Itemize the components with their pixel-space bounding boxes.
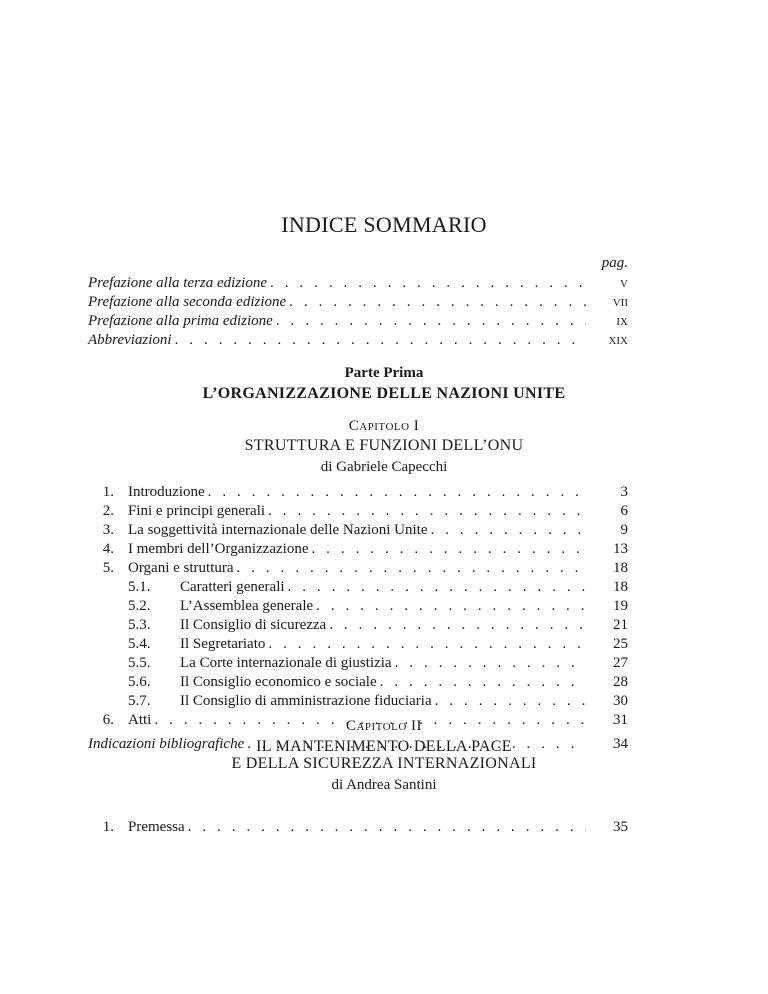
- chapter-author: di Gabriele Capecchi: [320, 459, 448, 475]
- leader-dots: [268, 635, 586, 654]
- chapter-title: STRUTTURA E FUNZIONI DELL’ONU: [244, 437, 524, 454]
- toc-entry[interactable]: [88, 483, 628, 502]
- chapter-label: Capitolo II: [345, 718, 423, 734]
- toc-entry[interactable]: [88, 502, 628, 521]
- entry-label: Il Consiglio di sicurezza: [180, 617, 327, 633]
- toc-entry[interactable]: [88, 312, 628, 331]
- toc-entry[interactable]: [88, 559, 628, 578]
- entry-number: 1.: [102, 819, 114, 835]
- entry-label: Organi e struttura: [128, 560, 234, 576]
- leader-dots: [268, 502, 586, 521]
- entry-number: 2.: [102, 503, 114, 519]
- toc-entry[interactable]: [88, 818, 628, 837]
- toc-subentry[interactable]: [88, 692, 628, 711]
- leader-dots: [208, 483, 586, 502]
- entry-page: v: [620, 275, 628, 291]
- entry-page: 18: [613, 579, 628, 595]
- entry-page: 13: [613, 541, 628, 557]
- part-title: L’ORGANIZZAZIONE DELLE NAZIONI UNITE: [202, 385, 566, 402]
- chapter-label: Capitolo I: [348, 418, 420, 434]
- toc-entry[interactable]: [88, 521, 628, 540]
- toc-entry[interactable]: [88, 274, 628, 293]
- leader-dots: [380, 673, 586, 692]
- entry-page: 9: [620, 522, 628, 538]
- leader-dots: [175, 331, 586, 350]
- entry-page: 3: [620, 484, 628, 500]
- entry-page: 30: [613, 693, 628, 709]
- entry-page: 18: [613, 560, 628, 576]
- entry-page: 28: [613, 674, 628, 690]
- entry-page: vii: [612, 294, 628, 310]
- entry-label: La soggettività internazionale delle Nazioni Unite: [128, 522, 428, 538]
- front-matter-list: [88, 274, 628, 350]
- entry-label: Fini e principi generali: [128, 503, 266, 519]
- leader-dots: [270, 274, 586, 293]
- entry-label: Abbreviazioni: [88, 332, 172, 348]
- entry-label: I membri dell’Organizzazione: [128, 541, 309, 557]
- part-label: Parte Prima: [344, 365, 424, 381]
- entry-page: 6: [620, 503, 628, 519]
- entry-number: 6.: [102, 712, 114, 728]
- entry-number: 1.: [102, 484, 114, 500]
- entry-number: 5.7.: [128, 693, 151, 709]
- toc-subentry[interactable]: [88, 635, 628, 654]
- entry-label: Introduzione: [128, 484, 205, 500]
- leader-dots: [435, 692, 586, 711]
- entry-label: L’Assemblea generale: [180, 598, 314, 614]
- entry-label: Il Consiglio economico e sociale: [180, 674, 377, 690]
- toc-entry[interactable]: [88, 331, 628, 350]
- leader-dots: [237, 559, 586, 578]
- entry-page: xix: [608, 332, 628, 348]
- entry-page: 31: [613, 712, 628, 728]
- entry-number: 5.5.: [128, 655, 151, 671]
- page-title: INDICE SOMMARIO: [281, 212, 487, 237]
- chapter-title-line1: IL MANTENIMENTO DELLA PACE: [256, 738, 512, 755]
- leader-dots: [288, 578, 586, 597]
- leader-dots: [311, 540, 586, 559]
- toc-subentry[interactable]: [88, 673, 628, 692]
- chapter1-entries: [88, 483, 628, 754]
- chapter2-entries: [88, 818, 628, 837]
- entry-number: 5.: [102, 560, 114, 576]
- toc-subentry[interactable]: [88, 616, 628, 635]
- entry-number: 3.: [102, 522, 114, 538]
- entry-label: Atti: [128, 712, 152, 728]
- entry-label: Prefazione alla terza edizione: [88, 275, 268, 291]
- toc-entry[interactable]: [88, 293, 628, 312]
- entry-number: 5.6.: [128, 674, 151, 690]
- entry-label: Il Consiglio di amministrazione fiduciaria: [180, 693, 432, 709]
- toc-subentry[interactable]: [88, 578, 628, 597]
- entry-page: 21: [613, 617, 628, 633]
- leader-dots: [188, 818, 586, 837]
- entry-page: 35: [613, 819, 628, 835]
- entry-label: Il Segretariato: [180, 636, 266, 652]
- leader-dots: [289, 293, 586, 312]
- entry-number: 4.: [102, 541, 114, 557]
- entry-label: La Corte internazionale di giustizia: [180, 655, 392, 671]
- chapter-title-line2: E DELLA SICUREZZA INTERNAZIONALI: [231, 755, 537, 772]
- toc-subentry[interactable]: [88, 597, 628, 616]
- entry-number: 5.4.: [128, 636, 151, 652]
- leader-dots: [430, 521, 586, 540]
- entry-number: 5.2.: [128, 598, 151, 614]
- entry-label: Prefazione alla seconda edizione: [88, 294, 287, 310]
- entry-label: Caratteri generali: [180, 579, 285, 595]
- toc-entry[interactable]: [88, 540, 628, 559]
- entry-page: 19: [613, 598, 628, 614]
- leader-dots: [276, 312, 586, 331]
- entry-page: 25: [613, 636, 628, 652]
- entry-page: 34: [613, 736, 628, 752]
- entry-label: Premessa: [128, 819, 185, 835]
- entry-number: 5.1.: [128, 579, 151, 595]
- entry-number: 5.3.: [128, 617, 151, 633]
- toc-subentry[interactable]: [88, 654, 628, 673]
- entry-page: ix: [616, 313, 628, 329]
- entry-label: Prefazione alla prima edizione: [88, 313, 273, 329]
- entry-page: 27: [613, 655, 628, 671]
- leader-dots: [316, 597, 586, 616]
- chapter-author: di Andrea Santini: [331, 777, 437, 793]
- page-column-header: pag.: [601, 255, 628, 271]
- entry-label: Indicazioni bibliografiche: [88, 736, 245, 752]
- leader-dots: [395, 654, 586, 673]
- leader-dots: [329, 616, 586, 635]
